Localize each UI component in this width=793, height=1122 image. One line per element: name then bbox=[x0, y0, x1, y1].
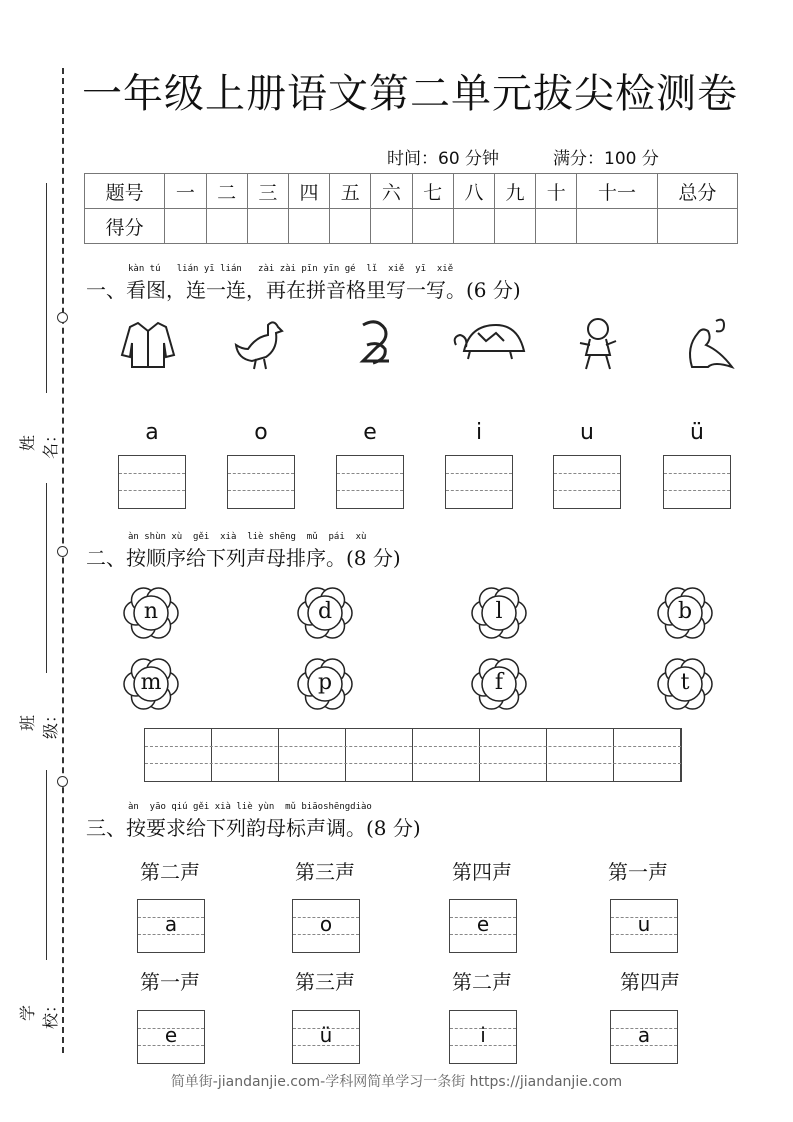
tone-label: 第三声 bbox=[295, 970, 355, 994]
page-title: 一年级上册语文第二单元拔尖检测卷 bbox=[82, 71, 738, 117]
consonant-letter: n bbox=[143, 599, 159, 624]
section3-title: 三、按要求给下列韵母标声调。(8 分) bbox=[86, 816, 421, 840]
tone-writing-grid[interactable] bbox=[449, 1010, 517, 1064]
tone-writing-grid[interactable] bbox=[610, 1010, 678, 1064]
consonant-letter: d bbox=[317, 599, 333, 624]
tone-writing-grid[interactable] bbox=[137, 1010, 205, 1064]
tone-label: 第四声 bbox=[452, 860, 512, 884]
score-header-cell: 十一 bbox=[577, 174, 657, 209]
section2-pinyin: àn shùn xù gěi xià liè shēng mǔ pái xù bbox=[128, 532, 367, 542]
tone-writing-grid[interactable] bbox=[292, 1010, 360, 1064]
score-cell[interactable] bbox=[371, 209, 412, 244]
consonant-letter: b bbox=[677, 599, 693, 624]
tone-label: 第一声 bbox=[608, 860, 668, 884]
footer-watermark: 简单街-jiandanjie.com-学科网简单学习一条街 https://jiandanjie.com bbox=[170, 1074, 623, 1090]
score-header-cell: 一 bbox=[165, 174, 206, 209]
flower-letter bbox=[656, 655, 714, 713]
section2-title: 二、按顺序给下列声母排序。(8 分) bbox=[86, 546, 401, 570]
pinyin-writing-grid[interactable] bbox=[118, 455, 186, 509]
score-header-cell: 九 bbox=[494, 174, 535, 209]
score-header-cell: 四 bbox=[288, 174, 329, 209]
tone-writing-grid[interactable] bbox=[610, 899, 678, 953]
vowel-letter: u bbox=[637, 912, 651, 936]
tone-label: 第一声 bbox=[140, 970, 200, 994]
pinyin-writing-grid[interactable] bbox=[445, 455, 513, 509]
score-header-cell: 三 bbox=[247, 174, 288, 209]
consonant-letter: l bbox=[495, 599, 503, 624]
consonant-letter: f bbox=[494, 670, 504, 695]
vowel-letter: i bbox=[480, 1023, 486, 1047]
score-cell[interactable] bbox=[536, 209, 577, 244]
flower-letter bbox=[122, 584, 180, 642]
score-cell[interactable] bbox=[657, 209, 737, 244]
binding-hole bbox=[57, 776, 68, 787]
name-line bbox=[46, 183, 47, 393]
score-cell[interactable] bbox=[330, 209, 371, 244]
vowel-letter: u bbox=[580, 420, 594, 445]
section3-pinyin: àn yāo qiú gěi xià liè yùn mǔ biāoshēngdiào bbox=[128, 802, 372, 812]
vowel-letter: o bbox=[254, 420, 268, 445]
consonant-letter: p bbox=[317, 670, 333, 695]
score-header-cell: 题号 bbox=[85, 174, 165, 209]
vowel-letter: i bbox=[475, 420, 483, 445]
vowel-letter: o bbox=[319, 912, 333, 936]
pinyin-writing-grid[interactable] bbox=[227, 455, 295, 509]
turtle-picture[interactable] bbox=[450, 315, 526, 375]
section1-title: 一、看图，连一连，再在拼音格里写一写。(6 分) bbox=[86, 278, 521, 302]
school-label: 学校： bbox=[18, 997, 60, 1030]
score-cell[interactable] bbox=[165, 209, 206, 244]
score-table bbox=[84, 173, 738, 244]
flower-letter bbox=[122, 655, 180, 713]
flower-letter bbox=[296, 655, 354, 713]
section1-pinyin: kàn tú lián yī lián zài zài pīn yīn gé lǐ xiě yī xiě bbox=[128, 264, 454, 274]
class-line bbox=[46, 483, 47, 673]
pinyin-writing-grid[interactable] bbox=[553, 455, 621, 509]
score-cell[interactable] bbox=[206, 209, 247, 244]
time-info: 时间：60 分钟 bbox=[387, 149, 500, 169]
school-line bbox=[46, 770, 47, 960]
rooster-picture[interactable] bbox=[228, 315, 304, 375]
score-header-cell: 七 bbox=[412, 174, 453, 209]
score-cell[interactable] bbox=[288, 209, 329, 244]
tone-label: 第四声 bbox=[620, 970, 680, 994]
tiger-picture[interactable] bbox=[568, 315, 644, 375]
tone-writing-grid[interactable] bbox=[137, 899, 205, 953]
flower-letter bbox=[296, 584, 354, 642]
number-2-goose-picture[interactable] bbox=[345, 315, 421, 375]
vowel-letter: e bbox=[476, 912, 490, 936]
score-cell[interactable] bbox=[247, 209, 288, 244]
coat-picture[interactable] bbox=[118, 315, 194, 375]
vowel-letter: e bbox=[164, 1023, 178, 1047]
tone-writing-grid[interactable] bbox=[292, 899, 360, 953]
score-header-cell: 六 bbox=[371, 174, 412, 209]
tone-label: 第二声 bbox=[140, 860, 200, 884]
flower-letter bbox=[470, 655, 528, 713]
score-cell[interactable] bbox=[577, 209, 657, 244]
score-header-cell: 五 bbox=[330, 174, 371, 209]
score-cell[interactable] bbox=[494, 209, 535, 244]
name-label: 姓名： bbox=[18, 427, 60, 460]
score-header-cell: 十 bbox=[536, 174, 577, 209]
vowel-letter: a bbox=[637, 1023, 651, 1047]
score-header-cell: 总分 bbox=[657, 174, 737, 209]
seal-picture[interactable] bbox=[678, 315, 754, 375]
sorting-grid[interactable] bbox=[144, 728, 682, 782]
score-cell[interactable] bbox=[412, 209, 453, 244]
class-label: 班级： bbox=[18, 707, 60, 740]
vowel-letter: ü bbox=[319, 1023, 333, 1047]
binding-hole bbox=[57, 546, 68, 557]
tone-writing-grid[interactable] bbox=[449, 899, 517, 953]
score-header-cell: 二 bbox=[206, 174, 247, 209]
binding-line bbox=[62, 68, 64, 1053]
vowel-letter: e bbox=[363, 420, 377, 445]
vowel-letter: ü bbox=[690, 420, 704, 445]
flower-letter bbox=[470, 584, 528, 642]
tone-label: 第三声 bbox=[295, 860, 355, 884]
flower-letter bbox=[656, 584, 714, 642]
tone-label: 第二声 bbox=[452, 970, 512, 994]
score-cell[interactable] bbox=[453, 209, 494, 244]
consonant-letter: m bbox=[140, 670, 162, 695]
consonant-letter: t bbox=[680, 670, 690, 695]
binding-hole bbox=[57, 312, 68, 323]
vowel-letter: a bbox=[145, 420, 159, 445]
score-header-cell: 八 bbox=[453, 174, 494, 209]
score-row-label: 得分 bbox=[85, 209, 165, 244]
score-info: 满分：100 分 bbox=[553, 149, 659, 169]
pinyin-writing-grid[interactable] bbox=[663, 455, 731, 509]
pinyin-writing-grid[interactable] bbox=[336, 455, 404, 509]
vowel-letter: a bbox=[164, 912, 178, 936]
